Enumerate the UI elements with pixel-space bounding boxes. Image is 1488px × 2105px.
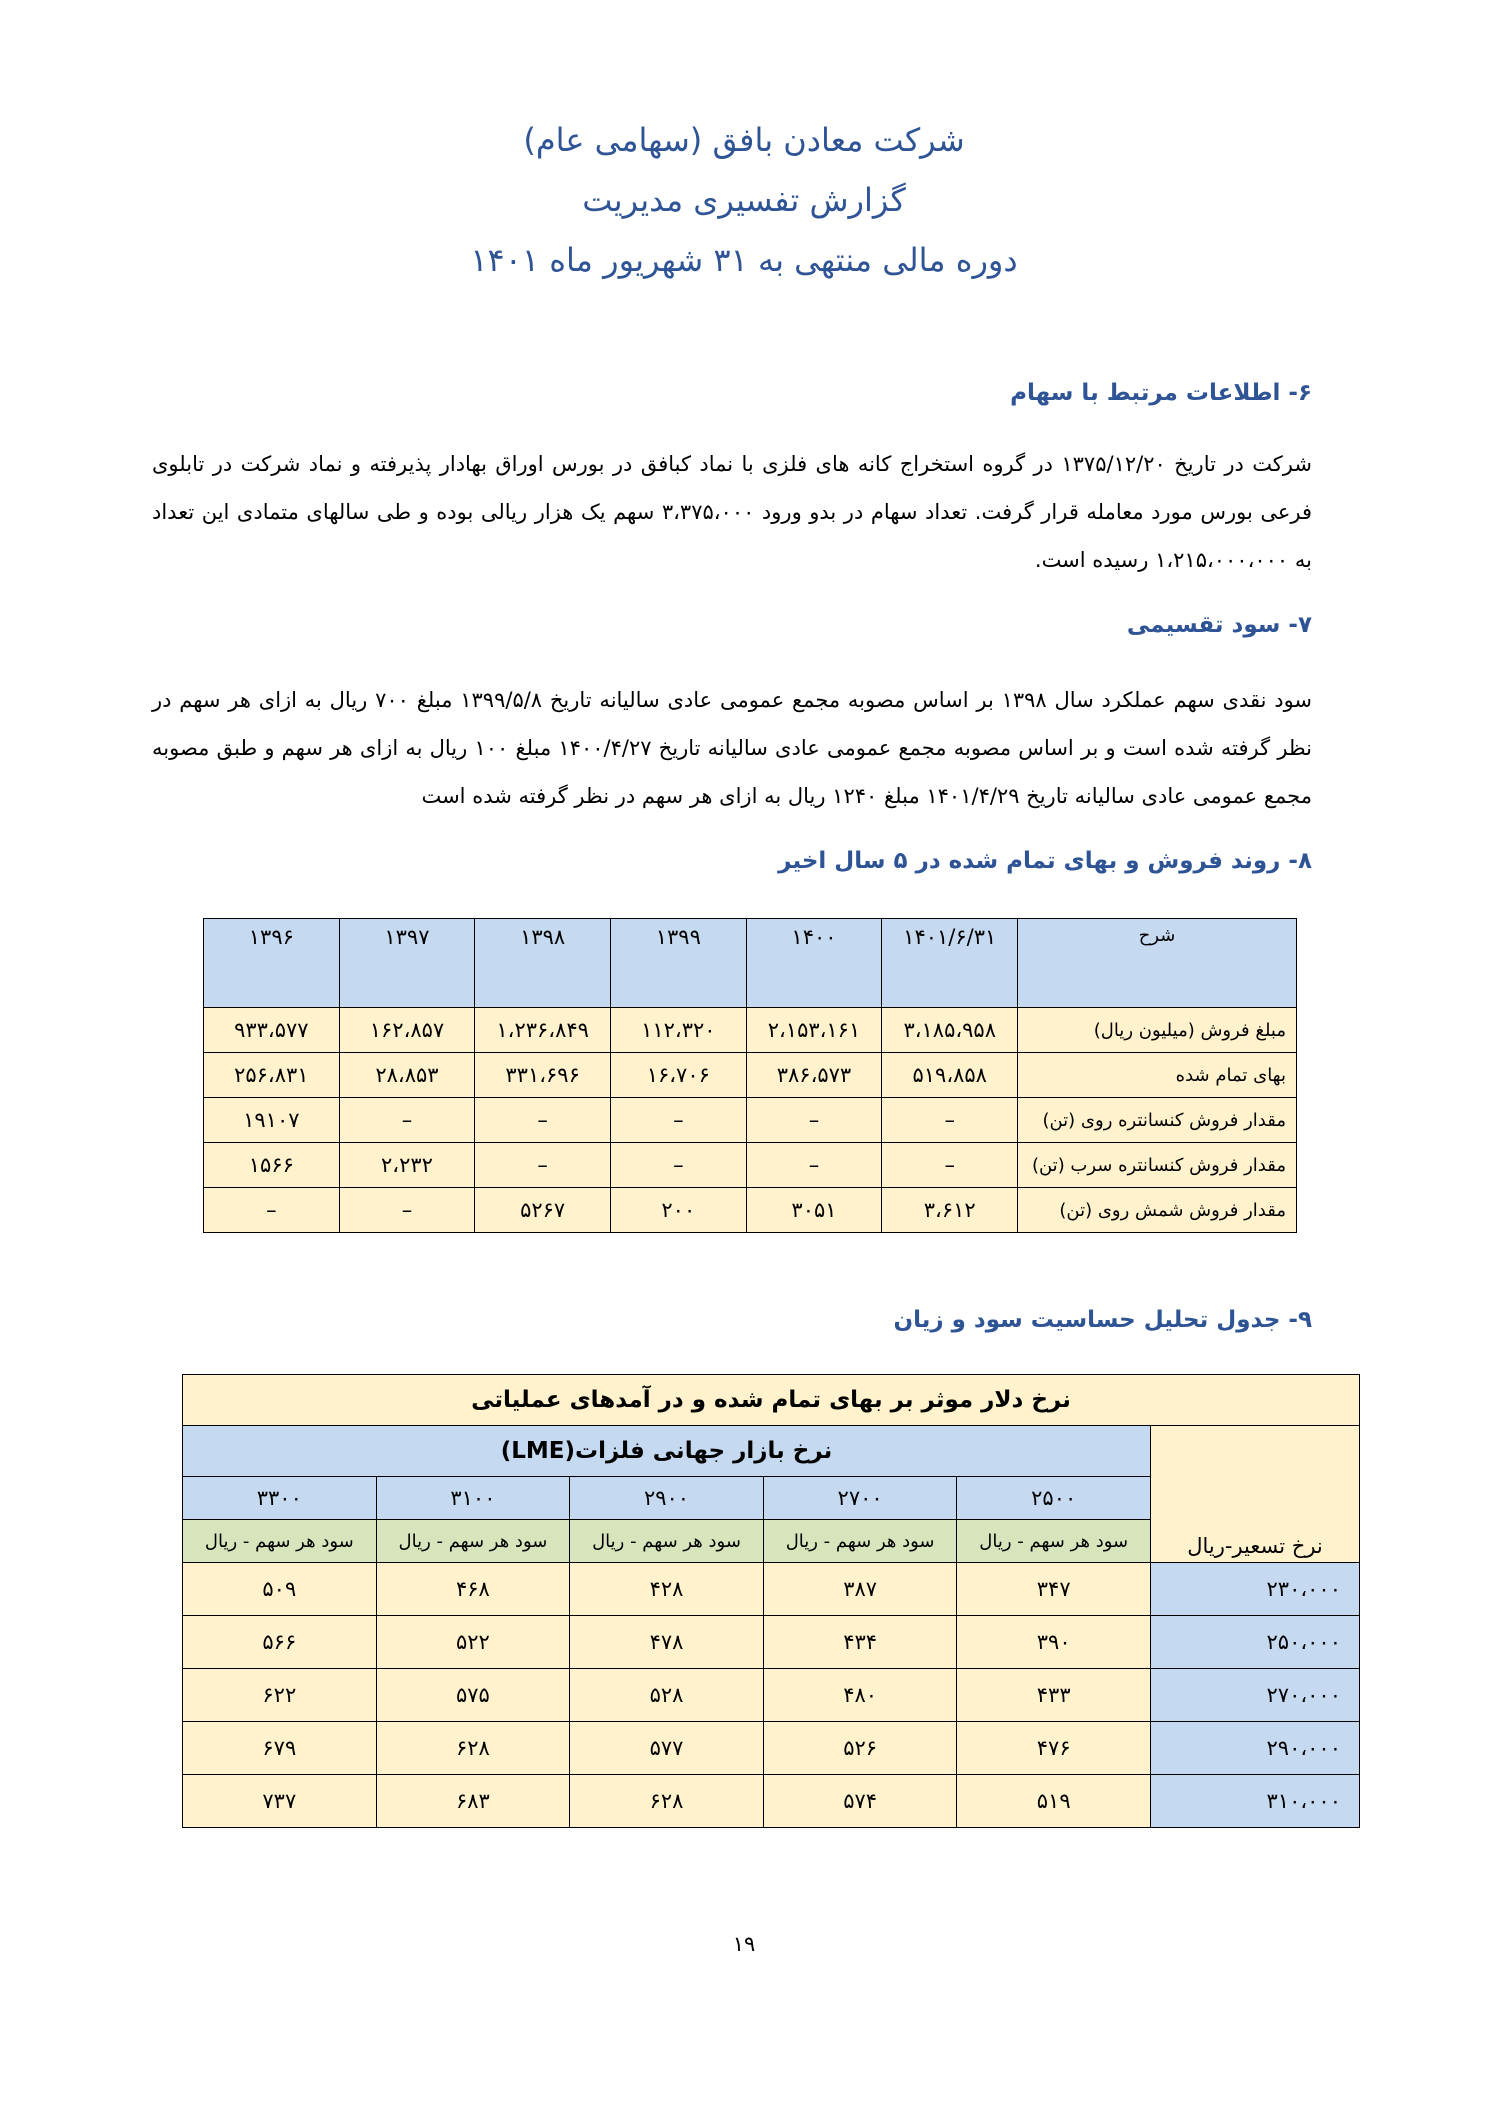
report-title-block xyxy=(0,110,1488,290)
table-cell: ۴۳۳ xyxy=(957,1669,1151,1722)
table-cell: – xyxy=(746,1098,882,1143)
section6-text: شرکت در تاریخ ۱۳۷۵/۱۲/۲۰ در گروه استخراج کانه های فلزی با نماد کبافق در بورس اوراق بهادار پذیرفته و نماد شرکت در تابلوی فرعی بورس مورد معامله قرار گرفت. تعداد سهام در بدو ورود ۳،۳۷۵،۰۰۰ سهم یک هزار ریالی بوده و طی سالهای متمادی این تعداد به ۱،۲۱۵،۰۰۰،۰۰۰ رسیده است. xyxy=(152,452,1312,572)
table-cell: ۲،۲۳۲ xyxy=(339,1143,475,1188)
row-label: مبلغ فروش (میلیون ریال) xyxy=(1018,1008,1297,1053)
table-cell: ۲۸،۸۵۳ xyxy=(339,1053,475,1098)
rate-cell: ۲۵۰،۰۰۰ xyxy=(1151,1616,1360,1669)
table-cell: – xyxy=(339,1188,475,1233)
rate-cell: ۲۳۰،۰۰۰ xyxy=(1151,1563,1360,1616)
table-row xyxy=(183,1563,1360,1616)
table-title: نرخ دلار موثر بر بهای تمام شده و در آمدهای عملیاتی xyxy=(183,1375,1360,1426)
table-cell: – xyxy=(339,1098,475,1143)
table-header-row xyxy=(204,919,1297,1008)
eps-label: سود هر سهم - ریال xyxy=(570,1520,764,1563)
table-cell: ۵۷۴ xyxy=(763,1775,957,1828)
header-cell: ۱۴۰۱/۶/۳۱ xyxy=(882,919,1018,1008)
table-cell: ۴۷۸ xyxy=(570,1616,764,1669)
row-label: بهای تمام شده xyxy=(1018,1053,1297,1098)
table-cell: ۱۶۲،۸۵۷ xyxy=(339,1008,475,1053)
table-cell: ۵۲۸ xyxy=(570,1669,764,1722)
table-cell: ۴۲۸ xyxy=(570,1563,764,1616)
table-cell: – xyxy=(204,1188,340,1233)
eps-label: سود هر سهم - ریال xyxy=(183,1520,377,1563)
rate-cell: ۲۷۰،۰۰۰ xyxy=(1151,1669,1360,1722)
table-cell: ۲۰۰ xyxy=(611,1188,747,1233)
table-cell: ۹۳۳،۵۷۷ xyxy=(204,1008,340,1053)
header-cell: ۱۳۹۶ xyxy=(204,919,340,1008)
table-cell: ۳،۱۸۵،۹۵۸ xyxy=(882,1008,1018,1053)
header-cell: ۱۳۹۷ xyxy=(339,919,475,1008)
sales-trend-table xyxy=(203,918,1297,1233)
lme-header: نرخ بازار جهانی فلزات(LME) xyxy=(183,1426,1151,1477)
table-cell: – xyxy=(746,1143,882,1188)
row-label: مقدار فروش کنسانتره سرب (تن) xyxy=(1018,1143,1297,1188)
eps-label: سود هر سهم - ریال xyxy=(376,1520,570,1563)
table-cell: ۱۵۶۶ xyxy=(204,1143,340,1188)
page-number: ۱۹ xyxy=(732,1932,756,1956)
table-cell: – xyxy=(475,1143,611,1188)
table-cell: ۱۶،۷۰۶ xyxy=(611,1053,747,1098)
price-cell: ۲۵۰۰ xyxy=(957,1477,1151,1520)
report-period: دوره مالی منتهی به ۳۱ شهریور ماه ۱۴۰۱ xyxy=(470,241,1018,279)
table-row xyxy=(183,1775,1360,1828)
table-row xyxy=(204,1188,1297,1233)
table-cell: ۲،۱۵۳،۱۶۱ xyxy=(746,1008,882,1053)
table-cell: ۶۲۲ xyxy=(183,1669,377,1722)
header-cell: شرح xyxy=(1018,919,1297,1008)
table-cell: – xyxy=(611,1098,747,1143)
table-cell: ۱۱۲،۳۲۰ xyxy=(611,1008,747,1053)
row-label: مقدار فروش کنسانتره روی (تن) xyxy=(1018,1098,1297,1143)
table-cell: ۵۲۶ xyxy=(763,1722,957,1775)
section9-heading: ۹- جدول تحلیل حساسیت سود و زیان xyxy=(893,1307,1312,1333)
table-cell: ۵۷۵ xyxy=(376,1669,570,1722)
table-cell: ۵۲۲ xyxy=(376,1616,570,1669)
table-cell: – xyxy=(882,1098,1018,1143)
table-row xyxy=(204,1008,1297,1053)
table-cell: ۴۳۴ xyxy=(763,1616,957,1669)
table-cell: ۶۲۸ xyxy=(376,1722,570,1775)
eps-label: سود هر سهم - ریال xyxy=(763,1520,957,1563)
table-cell: ۵۷۷ xyxy=(570,1722,764,1775)
report-name: گزارش تفسیری مدیریت xyxy=(582,181,906,219)
table-cell: ۴۷۶ xyxy=(957,1722,1151,1775)
table-cell: ۳۴۷ xyxy=(957,1563,1151,1616)
table-cell: ۳۰۵۱ xyxy=(746,1188,882,1233)
table-cell: ۳۳۱،۶۹۶ xyxy=(475,1053,611,1098)
price-cell: ۳۳۰۰ xyxy=(183,1477,377,1520)
table-cell: – xyxy=(611,1143,747,1188)
rate-header: نرخ تسعیر-ریال xyxy=(1151,1426,1360,1563)
rate-cell: ۲۹۰،۰۰۰ xyxy=(1151,1722,1360,1775)
table-cell: ۱،۲۳۶،۸۴۹ xyxy=(475,1008,611,1053)
table-cell: ۳۸۶،۵۷۳ xyxy=(746,1053,882,1098)
row-label: مقدار فروش شمش روی (تن) xyxy=(1018,1188,1297,1233)
table-cell: ۵۲۶۷ xyxy=(475,1188,611,1233)
table-cell: ۱۹۱۰۷ xyxy=(204,1098,340,1143)
lme-row xyxy=(183,1426,1360,1477)
table-row xyxy=(183,1669,1360,1722)
table-row xyxy=(204,1098,1297,1143)
section7-heading: ۷- سود تقسیمی xyxy=(1126,612,1312,638)
table-row xyxy=(183,1616,1360,1669)
rate-cell: ۳۱۰،۰۰۰ xyxy=(1151,1775,1360,1828)
section7-text: سود نقدی سهم عملکرد سال ۱۳۹۸ بر اساس مصوبه مجمع عمومی عادی سالیانه تاریخ ۱۳۹۹/۵/۸ مبلغ ۷۰۰ ریال به ازای هر سهم در نظر گرفته شده است و بر اساس مصوبه مجمع عمومی عادی سالیانه تاریخ ۱۴۰۰/۴/۲۷ مبلغ ۱۰۰ ریال به ازای هر سهم و طبق مصوبه مجمع عمومی عادی سالیانه تاریخ ۱۴۰۱/۴/۲۹ مبلغ ۱۲۴۰ ریال به ازای هر سهم در نظر گرفته شده است xyxy=(152,688,1313,808)
table-cell: ۵۶۶ xyxy=(183,1616,377,1669)
table-cell: ۶۷۹ xyxy=(183,1722,377,1775)
sensitivity-table xyxy=(182,1374,1360,1828)
header-cell: ۱۳۹۹ xyxy=(611,919,747,1008)
price-cell: ۲۹۰۰ xyxy=(570,1477,764,1520)
table-cell: ۳۹۰ xyxy=(957,1616,1151,1669)
eps-label: سود هر سهم - ریال xyxy=(957,1520,1151,1563)
table-title-row xyxy=(183,1375,1360,1426)
table-cell: ۵۰۹ xyxy=(183,1563,377,1616)
table-cell: ۵۱۹ xyxy=(957,1775,1151,1828)
price-cell: ۳۱۰۰ xyxy=(376,1477,570,1520)
table-row xyxy=(204,1053,1297,1098)
table-cell: ۶۸۳ xyxy=(376,1775,570,1828)
table-cell: ۵۱۹،۸۵۸ xyxy=(882,1053,1018,1098)
section6-heading: ۶- اطلاعات مرتبط با سهام xyxy=(1010,380,1312,406)
table-cell: ۶۲۸ xyxy=(570,1775,764,1828)
table-row xyxy=(204,1143,1297,1188)
table-cell: ۴۶۸ xyxy=(376,1563,570,1616)
table-cell: ۳۸۷ xyxy=(763,1563,957,1616)
price-cell: ۲۷۰۰ xyxy=(763,1477,957,1520)
table-row xyxy=(183,1722,1360,1775)
company-name: شرکت معادن بافق (سهامی عام) xyxy=(523,121,965,159)
table-cell: – xyxy=(475,1098,611,1143)
header-cell: ۱۳۹۸ xyxy=(475,919,611,1008)
table-cell: ۴۸۰ xyxy=(763,1669,957,1722)
table-cell: – xyxy=(882,1143,1018,1188)
table-cell: ۷۳۷ xyxy=(183,1775,377,1828)
table-cell: ۳،۶۱۲ xyxy=(882,1188,1018,1233)
header-cell: ۱۴۰۰ xyxy=(746,919,882,1008)
table-cell: ۲۵۶،۸۳۱ xyxy=(204,1053,340,1098)
section8-heading: ۸- روند فروش و بهای تمام شده در ۵ سال اخیر xyxy=(778,848,1312,874)
